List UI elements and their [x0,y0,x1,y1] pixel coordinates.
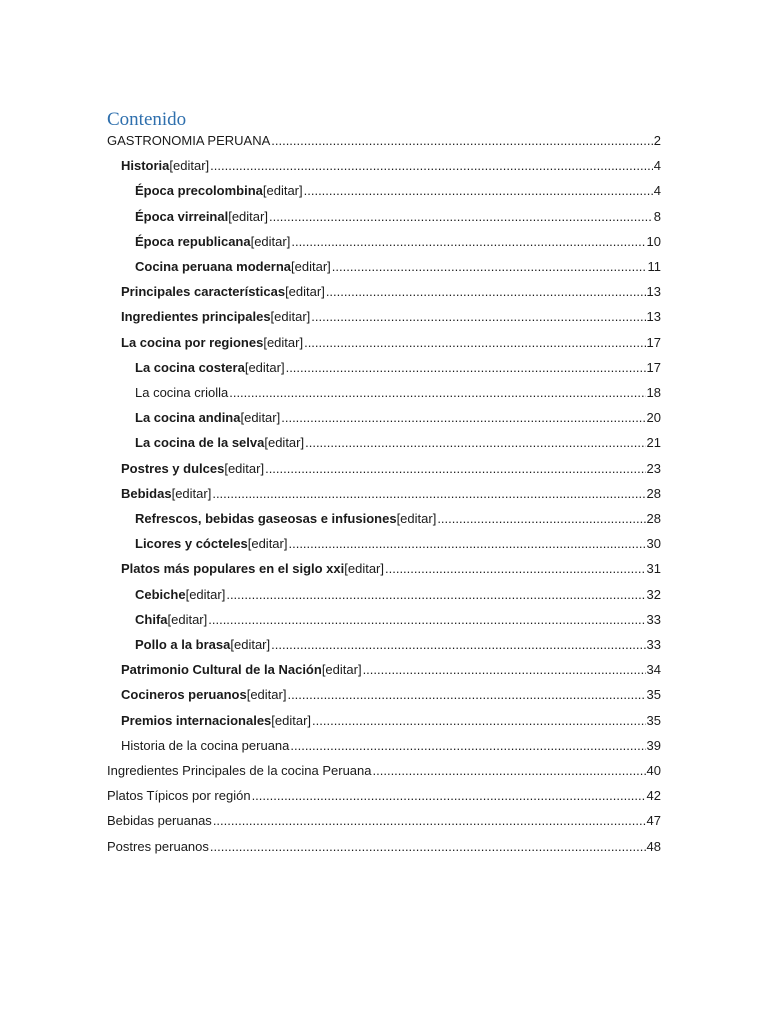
toc-entry-edit-link[interactable]: [editar] [244,359,285,375]
toc-entry-edit-link[interactable]: [editar] [224,460,265,476]
toc-entry[interactable] [135,430,661,455]
toc-entry[interactable] [135,204,661,229]
toc-entry[interactable] [135,178,661,203]
toc-entry-title: Bebidas [121,485,172,501]
dot-leader [212,481,645,506]
dot-leader [363,657,646,682]
toc-page-number: 42 [646,788,661,804]
toc-entry-edit-link[interactable]: [editar] [185,586,226,602]
toc-page-number: 13 [646,309,661,325]
dot-leader [210,834,646,859]
toc-page-number: 4 [653,183,661,199]
toc-page-number: 28 [646,485,661,501]
dot-leader [271,632,645,657]
dot-leader [290,733,645,758]
toc-entry-edit-link[interactable]: [editar] [250,233,291,249]
toc-page-number: 48 [646,838,661,854]
toc-entry-title: Ingredientes Principales de la cocina Peruana [107,763,372,778]
toc-entry-title: Platos Típicos por región [107,788,251,804]
toc-entry[interactable] [135,506,661,531]
toc-page-number: 40 [646,763,661,778]
dot-leader [312,708,646,733]
toc-entry-edit-link[interactable]: [editar] [230,637,271,652]
dot-leader [288,531,645,556]
toc-entry-title: Historia de la cocina peruana [121,737,290,753]
toc-entry[interactable] [135,582,661,607]
dot-leader [373,758,646,783]
toc-entry-edit-link[interactable]: [editar] [285,284,325,300]
toc-entry[interactable] [107,128,661,153]
toc-page-number: 4 [653,158,661,174]
toc-entry-edit-link[interactable]: [editar] [228,208,268,224]
toc-entry-edit-link[interactable]: [editar] [167,611,208,627]
dot-leader [210,153,653,178]
toc-page-number: 21 [646,435,661,451]
toc-entry-title: La cocina costera [135,359,245,375]
toc-page-number: 18 [646,385,661,400]
dot-leader [213,808,646,833]
toc-page-number: 8 [653,208,661,224]
toc-entry-edit-link[interactable]: [editar] [396,511,437,526]
toc-entry-title: Época virreinal [135,208,229,224]
toc-entry[interactable] [107,808,661,833]
dot-leader [208,607,645,632]
toc-entry-title: La cocina de la selva [135,435,265,451]
dot-leader [326,279,646,304]
toc-entry-title: Bebidas peruanas [107,813,212,829]
toc-entry-title: Época republicana [135,233,251,249]
toc-entry[interactable] [107,758,661,783]
toc-entry-title: Cebiche [135,586,186,602]
toc-entry-title: Postres peruanos [107,838,209,854]
toc-entry-edit-link[interactable]: [editar] [344,561,384,577]
toc-entry[interactable] [135,380,661,405]
dot-leader [437,506,645,531]
toc-entry-title: Historia [121,158,170,174]
toc-entry-title: Licores y cócteles [135,536,248,552]
toc-page-number: 39 [646,737,661,753]
toc-entry[interactable] [135,405,661,430]
dot-leader [305,430,645,455]
toc-entry[interactable] [121,456,661,481]
toc-page-number: 33 [646,611,661,627]
toc-entry-edit-link[interactable]: [editar] [321,662,362,678]
toc-entry[interactable] [121,153,661,178]
dot-leader [385,556,646,581]
toc-entry[interactable] [121,708,661,733]
toc-entry[interactable] [121,733,661,758]
toc-page-number: 31 [646,561,661,577]
toc-entry-title: GASTRONOMIA PERUANA [107,133,271,148]
dot-leader [287,682,645,707]
toc-page-number: 13 [646,284,661,300]
dot-leader [332,254,647,279]
toc-page-number: 10 [646,233,661,249]
toc-page-number: 17 [646,334,661,350]
toc-entry[interactable] [121,330,661,355]
toc-entry-title: La cocina andina [135,410,241,426]
toc-entry[interactable] [135,607,661,632]
dot-leader [286,355,646,380]
toc-entry[interactable] [135,632,661,657]
toc-entry[interactable] [135,531,661,556]
toc-entry[interactable] [121,556,661,581]
toc-entry-edit-link[interactable]: [editar] [246,687,287,703]
toc-page-number: 30 [646,536,661,552]
toc-entry-title: Patrimonio Cultural de la Nación [121,662,322,678]
toc-entry-title: Principales características [121,284,286,300]
toc-page-number: 17 [646,359,661,375]
toc-entry-title: Época precolombina [135,183,263,199]
dot-leader [271,128,653,153]
toc-entry[interactable] [135,229,661,254]
toc-entry[interactable] [135,254,661,279]
dot-leader [304,178,653,203]
toc-page-number: 23 [646,460,661,476]
dot-leader [226,582,645,607]
toc-entry-title: Refrescos, bebidas gaseosas e infusiones [135,511,397,526]
toc-entry[interactable] [135,355,661,380]
dot-leader [281,405,645,430]
toc-entry-title: Cocina peruana moderna [135,259,292,274]
toc-page-number: 20 [646,410,661,426]
toc-page-number: 11 [647,259,661,274]
toc-entry-title: Chifa [135,611,168,627]
toc-page-number: 35 [646,712,661,728]
toc-entry[interactable] [121,657,661,682]
toc-entry-edit-link[interactable]: [editar] [263,334,304,350]
toc-entry[interactable] [107,783,661,808]
dot-leader [252,783,646,808]
toc-page-number: 32 [646,586,661,602]
dot-leader [291,229,645,254]
toc-page-number: 2 [653,133,661,148]
toc-entry-edit-link[interactable]: [editar] [171,485,212,501]
toc-entry-edit-link[interactable]: [editar] [264,435,305,451]
toc-entry[interactable] [121,481,661,506]
toc-entry-edit-link[interactable]: [editar] [271,712,312,728]
dot-leader [229,380,645,405]
dot-leader [304,330,645,355]
toc-entry-edit-link[interactable]: [editar] [262,183,303,199]
toc-entry[interactable] [107,834,661,859]
toc-entry-edit-link[interactable]: [editar] [270,309,311,325]
dot-leader [311,304,645,329]
toc-entry-edit-link[interactable]: [editar] [291,259,331,274]
toc-entry-title: Ingredientes principales [121,309,271,325]
toc-entry-edit-link[interactable]: [editar] [247,536,288,552]
toc-entry[interactable] [121,279,661,304]
toc-entry-title: Postres y dulces [121,460,225,476]
toc-entry[interactable] [121,304,661,329]
toc-entry[interactable] [121,682,661,707]
toc-entry-title: Premios internacionales [121,712,272,728]
toc-entry-edit-link[interactable]: [editar] [169,158,210,174]
toc-entry-edit-link[interactable]: [editar] [240,410,281,426]
toc-page-number: 28 [646,511,661,526]
toc-page-number: 33 [646,637,661,652]
dot-leader [265,456,645,481]
toc-entry-title: Cocineros peruanos [121,687,247,703]
toc-heading: Contenido [107,109,187,130]
toc-entry-title: La cocina criolla [135,385,229,400]
toc-page-number: 47 [646,813,661,829]
toc-entry-title: Pollo a la brasa [135,637,231,652]
toc-entry-title: Platos más populares en el siglo xxi [121,561,345,577]
toc-entry-title: La cocina por regiones [121,334,264,350]
toc-page-number: 35 [646,687,661,703]
toc-page-number: 34 [646,662,661,678]
dot-leader [269,204,653,229]
